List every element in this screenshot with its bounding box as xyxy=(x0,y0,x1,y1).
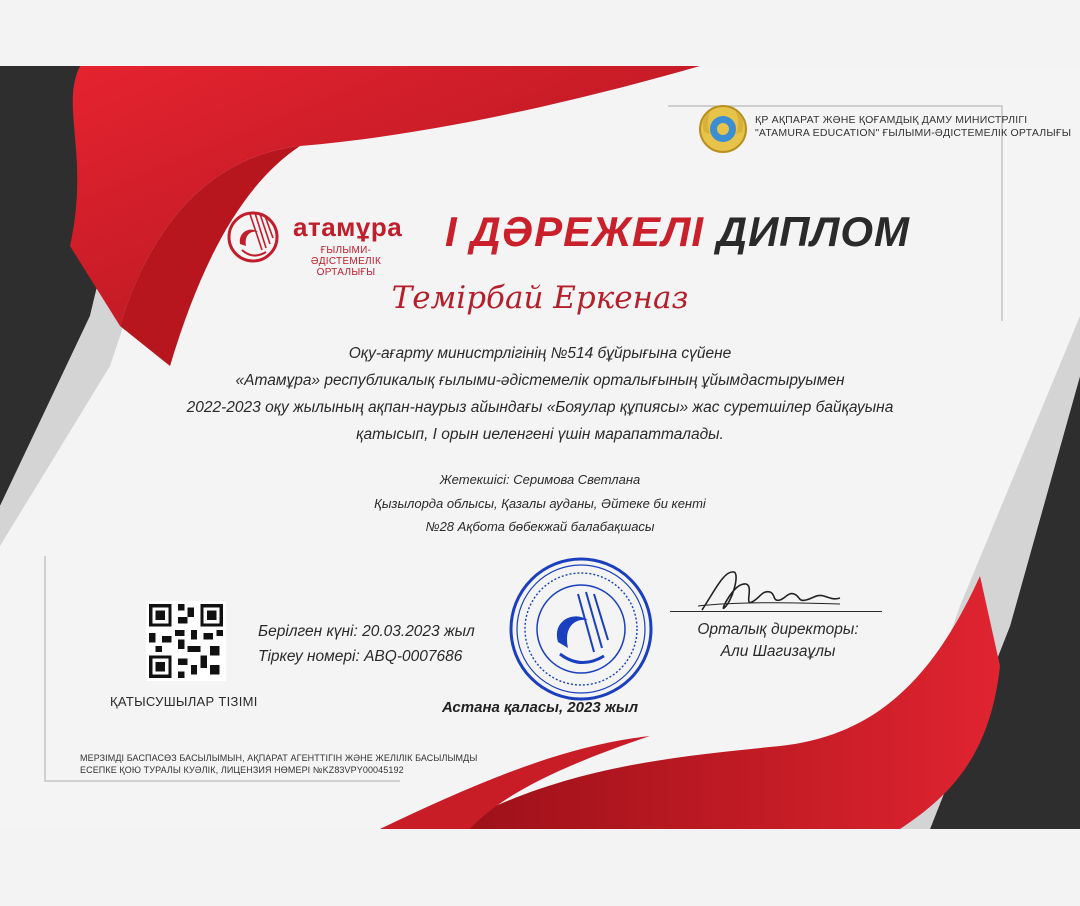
diploma-word: ДИПЛОМ xyxy=(716,208,911,255)
ministry-header xyxy=(755,114,1071,140)
registration-number: Тіркеу номері: ABQ-0007686 xyxy=(258,648,463,665)
diploma-title xyxy=(445,208,910,256)
issue-date: Берілген күні: 20.03.2023 жыл xyxy=(258,623,475,640)
logo-subtitle: ҒЫЛЫМИ-ӘДІСТЕМЕЛІК ОРТАЛЫҒЫ xyxy=(310,245,382,278)
award-line-2: «Атамұра» республикалық ғылыми-әдістемелік орталығының ұйымдастыруымен xyxy=(235,372,845,389)
participants-list-link[interactable]: ҚАТЫСУШЫЛАР ТІЗІМІ xyxy=(110,694,258,709)
diploma-degree: І ДӘРЕЖЕЛІ xyxy=(445,208,705,255)
director-block xyxy=(678,619,878,663)
qr-code-icon[interactable] xyxy=(146,601,226,681)
award-line-3: 2022-2023 оқу жылының ақпан-наурыз айындағы «Бояулар құпиясы» жас суретшілер байқауына xyxy=(186,399,894,416)
recipient-name: Темірбай Еркеназ xyxy=(391,280,689,316)
director-role: Орталық директоры: xyxy=(697,621,859,638)
school-name: №28 Ақбота бөбекжай балабақшасы xyxy=(425,519,655,534)
region: Қызылорда облысы, Қазалы ауданы, Әйтеке би кенті xyxy=(374,495,706,511)
director-signature-icon xyxy=(694,562,844,622)
logo-wordmark: атамұра xyxy=(293,212,403,242)
supervisor-block xyxy=(200,468,880,539)
diploma-certificate xyxy=(0,66,1080,829)
award-line-1: Оқу-ағарту министрлігінің №514 бұйрығына сүйене xyxy=(348,345,732,362)
kazakhstan-emblem-icon xyxy=(698,104,748,154)
license-line-1: МЕРЗІМДІ БАСПАСӨЗ БАСЫЛЫМЫН, АҚПАРАТ АГЕНТТІГІН ЖӘНЕ ЖЕЛІЛІК БАСЫЛЫМДЫ xyxy=(80,753,478,763)
atamura-logo-icon xyxy=(222,204,284,266)
supervisor-name: Жетекшісі: Серимова Светлана xyxy=(439,472,641,487)
award-text xyxy=(100,340,980,448)
ministry-line-2: "ATAMURA EDUCATION" ҒЫЛЫМИ-ӘДІСТЕМЕЛІК ОРТАЛЫҒЫ xyxy=(755,127,1072,139)
ministry-line-1: ҚР АҚПАРАТ ЖӘНЕ ҚОҒАМДЫҚ ДАМУ МИНИСТРЛІГІ xyxy=(755,114,1028,126)
license-info xyxy=(80,752,477,776)
official-stamp-icon xyxy=(506,554,656,704)
issue-info xyxy=(258,619,475,669)
award-line-4: қатысып, І орын иеленгені үшін марапатталады. xyxy=(356,426,724,443)
city-year: Астана қаласы, 2023 жыл xyxy=(441,699,639,716)
signature-line xyxy=(670,611,882,612)
license-line-2: ЕСЕПКЕ ҚОЮ ТУРАЛЫ КУӘЛІК, ЛИЦЕНЗИЯ НӨМЕРІ №KZ83VPY00045192 xyxy=(80,765,404,775)
director-name: Али Шагизаұлы xyxy=(720,643,836,660)
